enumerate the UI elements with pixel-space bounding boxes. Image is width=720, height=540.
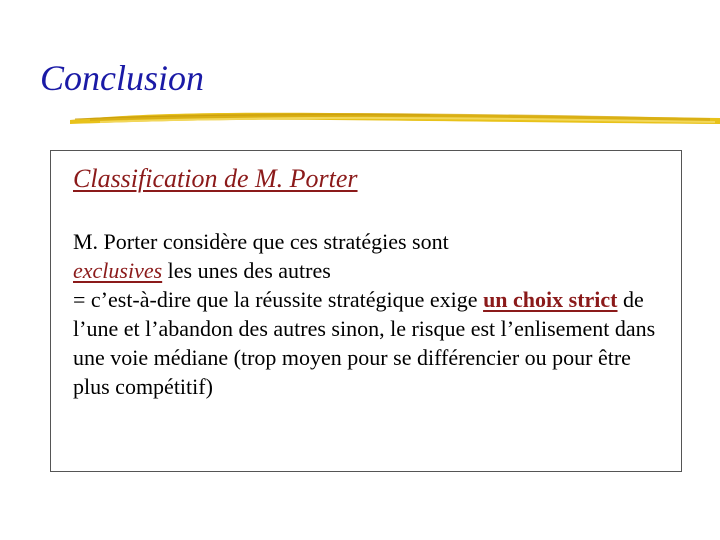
- slide-title: Conclusion: [40, 58, 205, 98]
- emphasis-exclusives: exclusives: [73, 258, 163, 283]
- body-line-2: les unes des autres: [162, 258, 331, 283]
- body-line-1: M. Porter considère que ces stratégies sont: [73, 229, 449, 254]
- title-underline-brush: [70, 104, 720, 130]
- body-paragraph: [73, 227, 668, 401]
- body-line-4: de l’une et l’abandon des autres sinon, le risque est l’enlisement dans une voie médiane (trop moyen pour se différencier ou pour être plus compétitif): [73, 287, 656, 399]
- emphasis-choix-strict: un choix strict: [483, 287, 618, 312]
- content-box: [50, 150, 682, 472]
- box-heading: Classification de M. Porter: [73, 164, 358, 193]
- body-line-3: = c’est-à-dire que la réussite stratégique exige: [73, 287, 484, 312]
